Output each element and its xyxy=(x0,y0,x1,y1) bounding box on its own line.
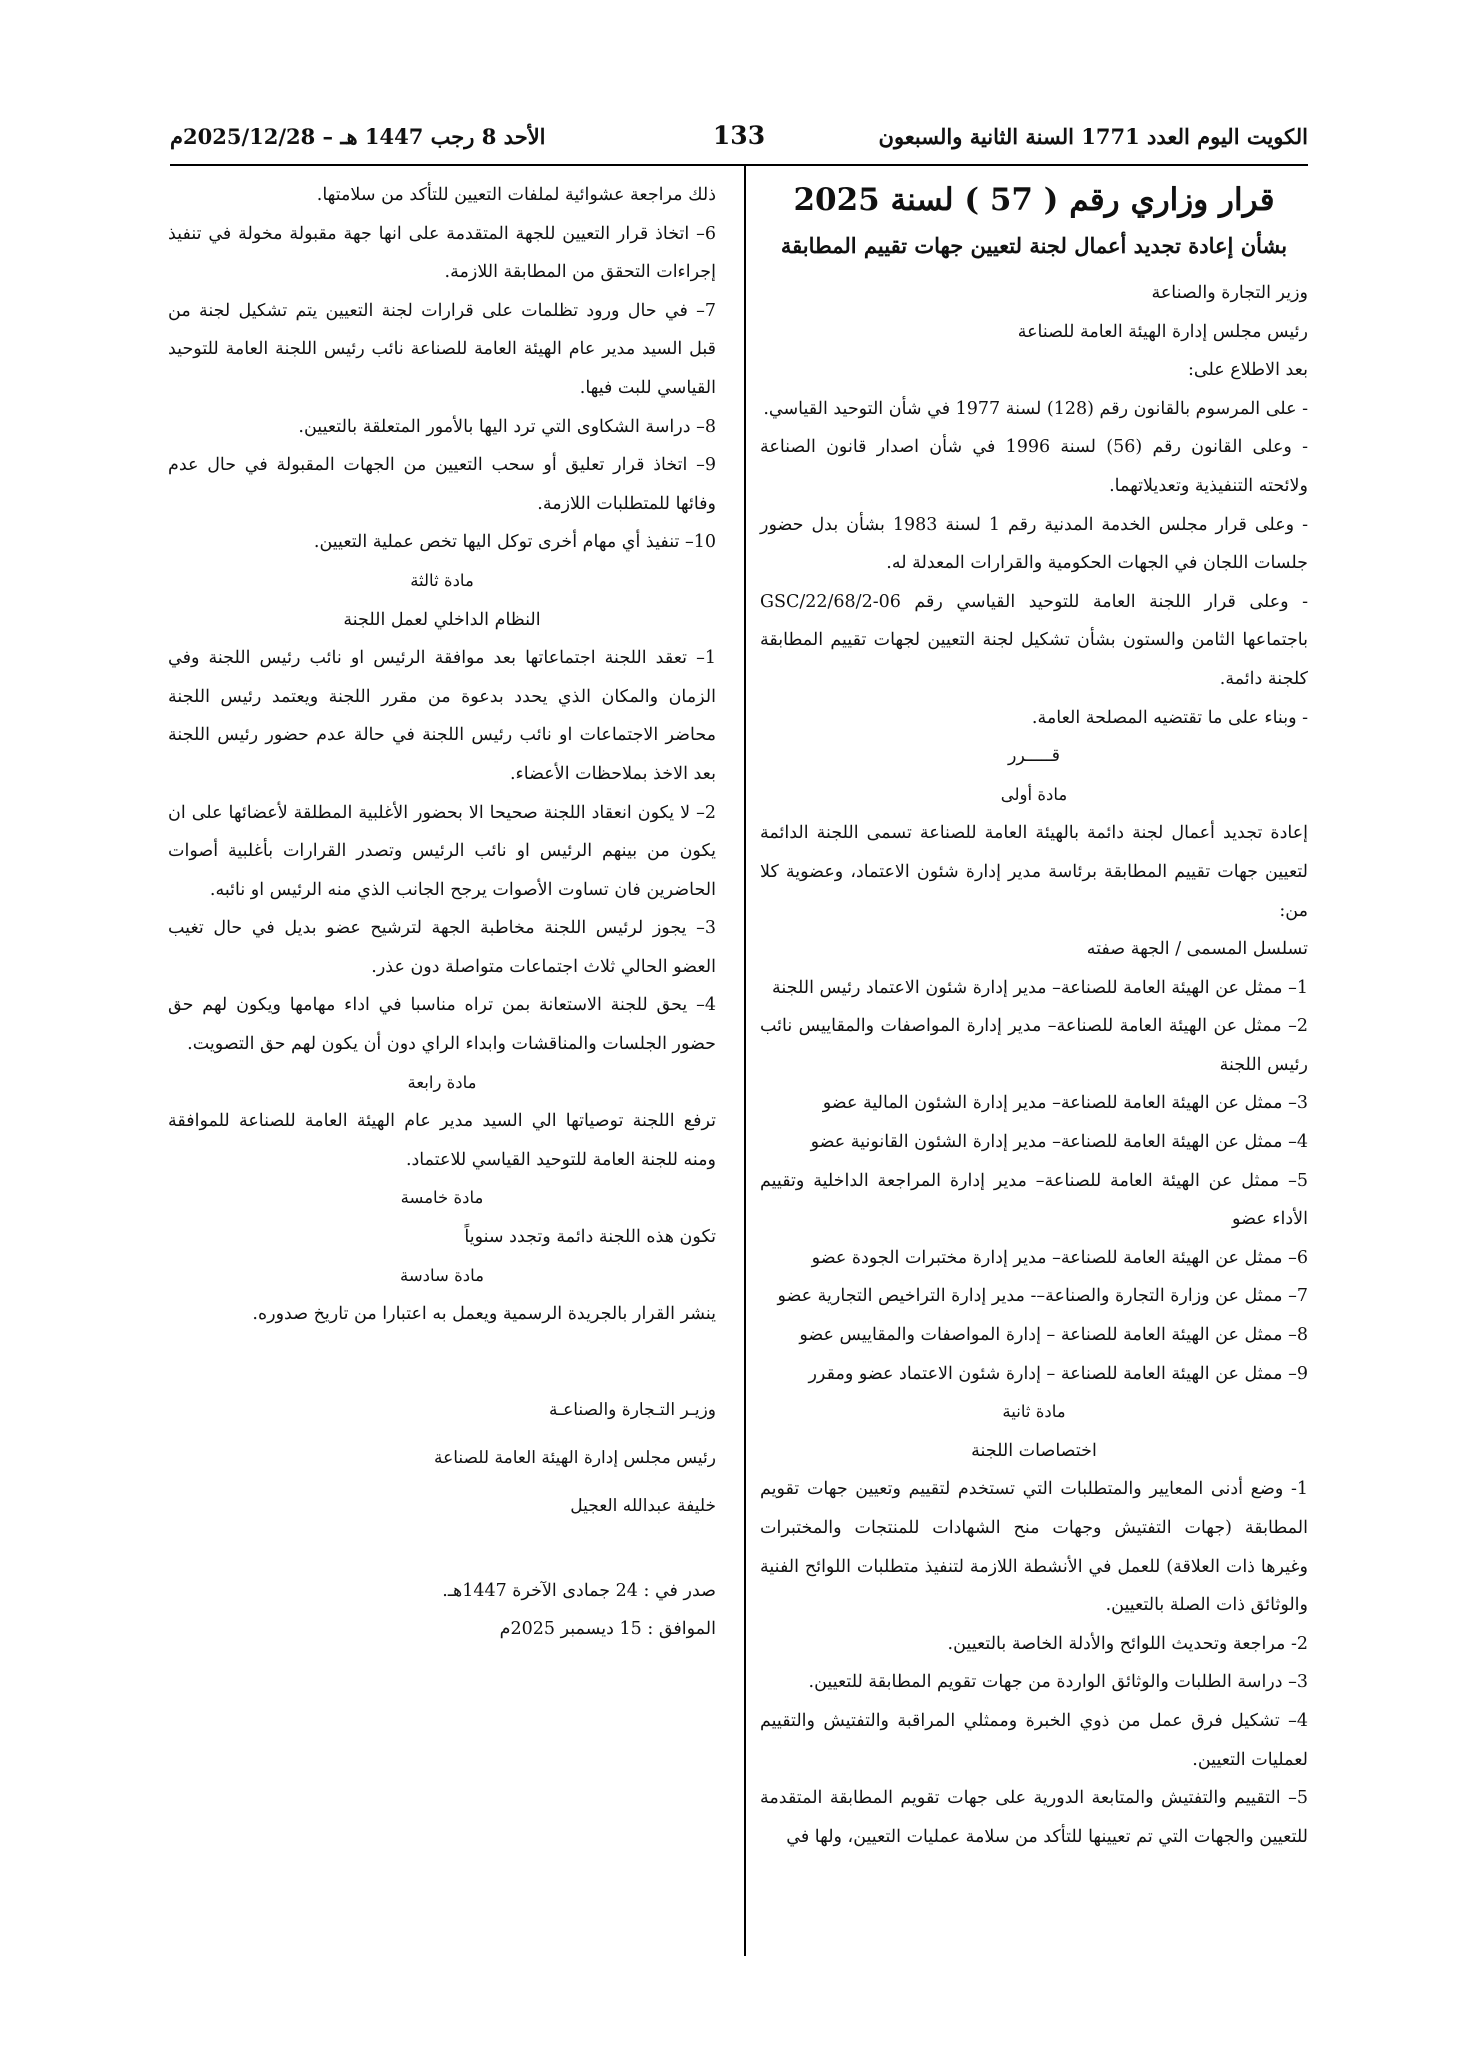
header-rule xyxy=(170,164,1308,166)
issue-info: الكويت اليوم العدد 1771 السنة الثانية والسبعون xyxy=(878,124,1308,149)
duty-item: 8– دراسة الشكاوى التي ترد اليها بالأمور المتعلقة بالتعيين. xyxy=(298,416,716,437)
member-item: 4– ممثل عن الهيئة العامة للصناعة– مدير إدارة الشئون القانونية عضو xyxy=(810,1132,1308,1153)
duty-item: 5– التقييم والتفتيش والمتابعة الدورية على جهات تقويم المطابقة المتقدمة للتعيين والجهات التي تم تعيينها للتأكد من سلامة عمليات التعيين، ولها في xyxy=(760,1788,1308,1847)
issue-dates xyxy=(168,1572,716,1649)
article-heading: مادة ثانية xyxy=(1002,1402,1066,1422)
signature-block xyxy=(168,1386,716,1530)
member-item: 6– ممثل عن الهيئة العامة للصناعة– مدير إدارة مختبرات الجودة عضو xyxy=(811,1247,1308,1268)
duty-continuation: ذلك مراجعة عشوائية لملفات التعيين للتأكد من سلامتها. xyxy=(316,185,716,205)
preamble-intro: بعد الاطلاع على: xyxy=(1188,360,1308,381)
duty-item: 9– اتخاذ قرار تعليق أو سحب التعيين من الجهات المقبولة في حال عدم وفائها للمتطلبات اللازمة. xyxy=(168,455,716,514)
duty-item: 10– تنفيذ أي مهام أخرى توكل اليها تخص عملية التعيين. xyxy=(313,532,716,553)
article-heading: مادة خامسة xyxy=(400,1188,484,1208)
duty-item: 3– دراسة الطلبات والوثائق الواردة من جهات تقويم المطابقة للتعيين. xyxy=(808,1672,1308,1693)
member-item: 7– ممثل عن وزارة التجارة والصناعة–- مدير إدارة التراخيص التجارية عضو xyxy=(777,1286,1308,1307)
article-heading: مادة سادسة xyxy=(400,1265,484,1285)
member-item: 8– ممثل عن الهيئة العامة للصناعة – إدارة المواصفات والمقاييس عضو xyxy=(799,1325,1308,1346)
article-text: إعادة تجديد أعمال لجنة دائمة بالهيئة العامة للصناعة تسمى اللجنة الدائمة لتعيين جهات تقييم المطابقة برئاسة مدير إدارة شئون الاعتماد، وعضوية كلا من: xyxy=(760,823,1308,921)
rule-item: 4– يحق للجنة الاستعانة بمن تراه مناسبا في اداء مهامها ويكون لهم حق حضور الجلسات والمناقشات وابداء الراي دون أن يكون لهم حق التصويت. xyxy=(168,995,716,1055)
duty-item: 7– في حال ورود تظلمات على قرارات لجنة التعيين يتم تشكيل لجنة من قبل السيد مدير عام الهيئة العامة للصناعة نائب رئيس اللجنة العامة للتوحيد القياسي للبت فيها. xyxy=(168,300,716,398)
left-column xyxy=(168,176,716,1649)
article-heading: مادة رابعة xyxy=(407,1072,477,1092)
issued-hijri: صدر في : 24 جمادى الآخرة 1447هـ. xyxy=(442,1580,716,1601)
rule-item: 2– لا يكون انعقاد اللجنة صحيحا الا بحضور الأغلبية المطلقة لأعضائها على ان يكون من بينهم الرئيس او نائب الرئيس وتصدر القرارات بأغلبية أصوات الحاضرين فان تساوت الأصوات يرجح الجانب الذي منه الرئيس او نائبه. xyxy=(168,802,716,900)
preamble-item: - وعلى القانون رقم (56) لسنة 1996 في شأن اصدار قانون الصناعة ولائحته التنفيذية وتعديلاتهما. xyxy=(760,437,1309,496)
minister-title: وزير التجارة والصناعة xyxy=(1151,283,1308,303)
decided-heading: قـــــرر xyxy=(1007,746,1061,767)
right-column xyxy=(760,176,1308,1856)
duty-item: 4– تشكيل فرق عمل من ذوي الخبرة وممثلي المراقبة والتفتيش والتقييم لعمليات التعيين. xyxy=(760,1710,1308,1770)
page-header xyxy=(170,121,1308,160)
signer-role: رئيس مجلس إدارة الهيئة العامة للصناعة xyxy=(433,1447,716,1468)
duty-item: 1- وضع أدنى المعايير والمتطلبات التي تستخدم لتقييم وتعيين جهات تقويم المطابقة (جهات التفتيش وجهات منح الشهادات للمنتجات والمختبرات وغيرها ذات العلاقة) للعمل في الأنشطة اللازمة لتنفيذ متطلبات اللوائح الفنية والوثائق ذات الصلة بالتعيين. xyxy=(760,1479,1308,1616)
article-text: تكون هذه اللجنة دائمة وتجدد سنوياً xyxy=(464,1227,716,1248)
article-text: ترفع اللجنة توصياتها الي السيد مدير عام الهيئة العامة للصناعة للموافقة ومنه للجنة العامة للتوحيد القياسي للاعتماد. xyxy=(168,1111,716,1170)
section-heading: النظام الداخلي لعمل اللجنة xyxy=(343,609,541,630)
preamble-item: - على المرسوم بالقانون رقم (128) لسنة 1977 في شأن التوحيد القياسي. xyxy=(763,398,1308,419)
preamble-item: - وبناء على ما تقتضيه المصلحة العامة. xyxy=(1031,707,1308,728)
section-heading: اختصاصات اللجنة xyxy=(971,1440,1097,1461)
signer-name: خليفة عبدالله العجيل xyxy=(570,1495,716,1516)
members-header: تسلسل المسمى / الجهة صفته xyxy=(1086,939,1308,960)
article-heading: مادة أولى xyxy=(1000,784,1068,804)
board-chair-title: رئيس مجلس إدارة الهيئة العامة للصناعة xyxy=(1017,321,1308,342)
article-heading: مادة ثالثة xyxy=(410,570,474,590)
article-text: ينشر القرار بالجريدة الرسمية ويعمل به اعتبارا من تاريخ صدوره. xyxy=(252,1304,716,1325)
rule-item: 3– يجوز لرئيس اللجنة مخاطبة الجهة لترشيح عضو بديل في حال تغيب العضو الحالي ثلاث اجتماعات متواصلة دون عذر. xyxy=(168,918,716,977)
decree-title: قرار وزاري رقم ( 57 ) لسنة 2025 xyxy=(793,182,1275,218)
rule-item: 1– تعقد اللجنة اجتماعاتها بعد موافقة الرئيس او نائب رئيس اللجنة وفي الزمان والمكان الذي يحدد بدعوة من مقرر اللجنة ويعتمد رئيس اللجنة محاضر الاجتماعات او نائب رئيس اللجنة في حالة عدم حضور رئيس اللجنة بعد الاخذ بملاحظات الأعضاء. xyxy=(168,648,716,784)
preamble-item: - وعلى قرار اللجنة العامة للتوحيد القياسي رقم GSC/22/68/2-06 باجتماعها الثامن والستون بشأن تشكيل لجنة التعيين لجهات تقييم المطابقة كلجنة دائمة. xyxy=(760,591,1308,689)
member-item: 5– ممثل عن الهيئة العامة للصناعة– مدير إدارة المراجعة الداخلية وتقييم الأداء عضو xyxy=(760,1170,1308,1230)
page-number: 133 xyxy=(712,121,766,150)
duty-item: 6– اتخاذ قرار التعيين للجهة المتقدمة على انها جهة مقبولة مخولة في تنفيذ إجراءات التحقق من المطابقة اللازمة. xyxy=(168,223,716,283)
duty-item: 2- مراجعة وتحديث اللوائح والأدلة الخاصة بالتعيين. xyxy=(947,1633,1308,1654)
member-item: 9– ممثل عن الهيئة العامة للصناعة – إدارة شئون الاعتماد عضو ومقرر xyxy=(808,1363,1308,1384)
issue-date: الأحد 8 رجب 1447 هـ – 2025/12/28م xyxy=(170,124,546,149)
issued-gregorian: الموافق : 15 ديسمبر 2025م xyxy=(499,1619,716,1640)
column-divider xyxy=(744,166,746,1956)
preamble-item: - وعلى قرار مجلس الخدمة المدنية رقم 1 لسنة 1983 بشأن بدل حضور جلسات اللجان في الجهات الحكومية والقرارات المعدلة له. xyxy=(760,514,1308,574)
decree-subtitle: بشأن إعادة تجديد أعمال لجنة لتعيين جهات تقييم المطابقة xyxy=(780,233,1288,258)
member-item: 1– ممثل عن الهيئة العامة للصناعة– مدير إدارة شئون الاعتماد رئيس اللجنة xyxy=(771,977,1308,998)
member-item: 3– ممثل عن الهيئة العامة للصناعة– مدير إدارة الشئون المالية عضو xyxy=(822,1093,1308,1114)
signer-title: وزيـر التـجارة والصناعـة xyxy=(548,1399,716,1420)
member-item: 2– ممثل عن الهيئة العامة للصناعة– مدير إدارة المواصفات والمقاييس نائب رئيس اللجنة xyxy=(760,1016,1308,1075)
